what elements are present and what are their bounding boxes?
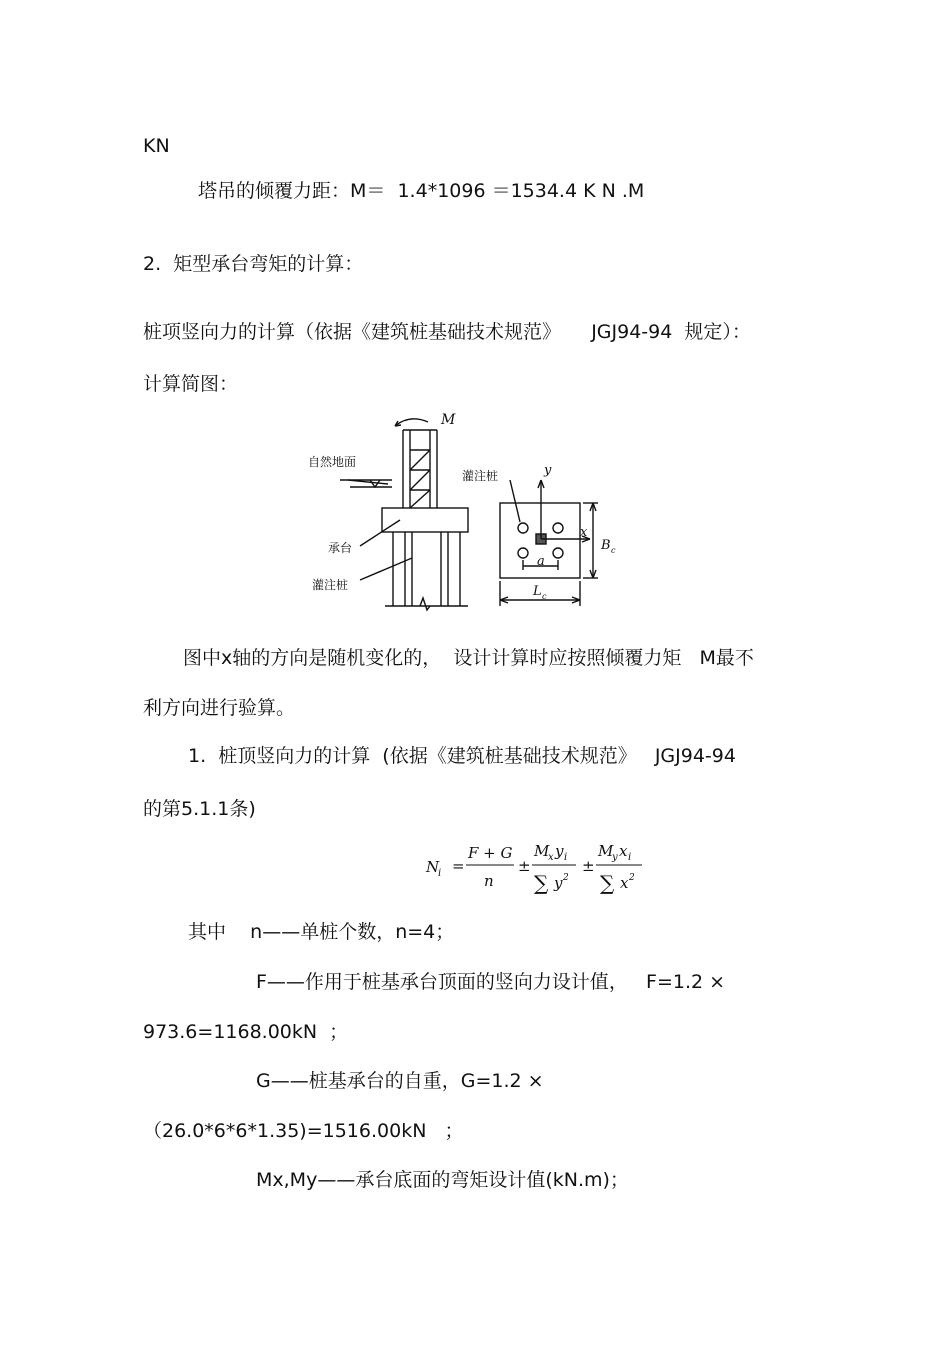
formula-den3-sum: ∑ [600, 871, 615, 895]
text-def-f-value: 973.6=1168.00kN ； [143, 1021, 349, 1043]
formula-pm1: ± [518, 857, 531, 875]
formula-num2-var-sub: i [564, 852, 568, 863]
formula-num3-var: x [619, 842, 628, 860]
text-def-f: F——作用于桩基承台顶面的竖向力设计值， F=1.2 × [256, 971, 726, 993]
formula-eq: = [452, 857, 465, 875]
text-def-g-value: （26.0*6*6*1.35)=1516.00kN ； [143, 1120, 464, 1142]
formula-den2-var: y [554, 874, 563, 892]
formula-num2-m: M [534, 842, 550, 860]
formula-pm2: ± [582, 857, 595, 875]
formula-num1: F + G [468, 844, 513, 862]
text-def-mx-my: Mx,My——承台底面的弯矩设计值(kN.m)； [256, 1169, 629, 1191]
formula-den2-sum: ∑ [534, 871, 549, 895]
diagram-label-ground: 自然地面 [308, 455, 357, 469]
formula-lhs-sub: i [438, 868, 442, 879]
formula-num2-sub: x [548, 852, 554, 863]
diagram-axis-y: y [544, 463, 552, 478]
formula-lhs: N [426, 858, 440, 876]
text-unit-kn: KN [143, 135, 170, 157]
pile-force-formula [420, 838, 660, 898]
formula-num2-var: y [555, 842, 564, 860]
diagram-label-m: M [441, 412, 456, 428]
formula-num3-var-sub: i [628, 852, 632, 863]
diagram-label-bc: B [601, 538, 611, 553]
text-x-axis-note: 图中x轴的方向是随机变化的， 设计计算时应按照倾覆力矩 M最不 [183, 647, 754, 669]
diagram-label-pile: 灌注桩 [312, 578, 349, 592]
formula-den3-var: x [620, 874, 629, 892]
text-def-g: G——桩基承台的自重，G=1.2 × [256, 1070, 544, 1092]
diagram-label-bc-sub: c [611, 546, 616, 555]
text-x-axis-note-cont: 利方向进行验算。 [143, 697, 296, 719]
text-pile-force-basis: 桩项竖向力的计算（依据《建筑桩基础技术规范》 JGJ94-94 规定）： [143, 321, 751, 343]
text-diagram-caption: 计算简图： [143, 373, 239, 395]
diagram-label-cap: 承台 [328, 541, 353, 555]
diagram-label-lc: L [533, 584, 542, 599]
text-pile-top-force-cont: 的第5.1.1条) [143, 798, 256, 820]
calculation-diagram [300, 408, 640, 613]
diagram-label-pile-plan: 灌注桩 [462, 469, 499, 483]
diagram-label-a: a [537, 554, 545, 569]
text-pile-top-force: 1. 桩顶竖向力的计算 (依据《建筑桩基础技术规范》 JGJ94-94 [188, 745, 736, 767]
formula-den3-sq: 2 [629, 873, 635, 883]
formula-den2-sq: 2 [563, 873, 569, 883]
diagram-label-lc-sub: c [542, 592, 547, 601]
formula-num3-sub: y [612, 852, 618, 863]
text-where-n: 其中 n——单桩个数，n=4； [188, 921, 455, 943]
formula-num3-m: M [598, 842, 614, 860]
formula-den1: n [484, 872, 494, 890]
diagram-axis-x: x [580, 525, 588, 540]
text-overturning-moment: 塔吊的倾覆力距：M＝ 1.4*1096 ＝1534.4 K N .M [198, 180, 645, 202]
section-heading-cap-moment: 2. 矩型承台弯矩的计算： [143, 253, 364, 275]
